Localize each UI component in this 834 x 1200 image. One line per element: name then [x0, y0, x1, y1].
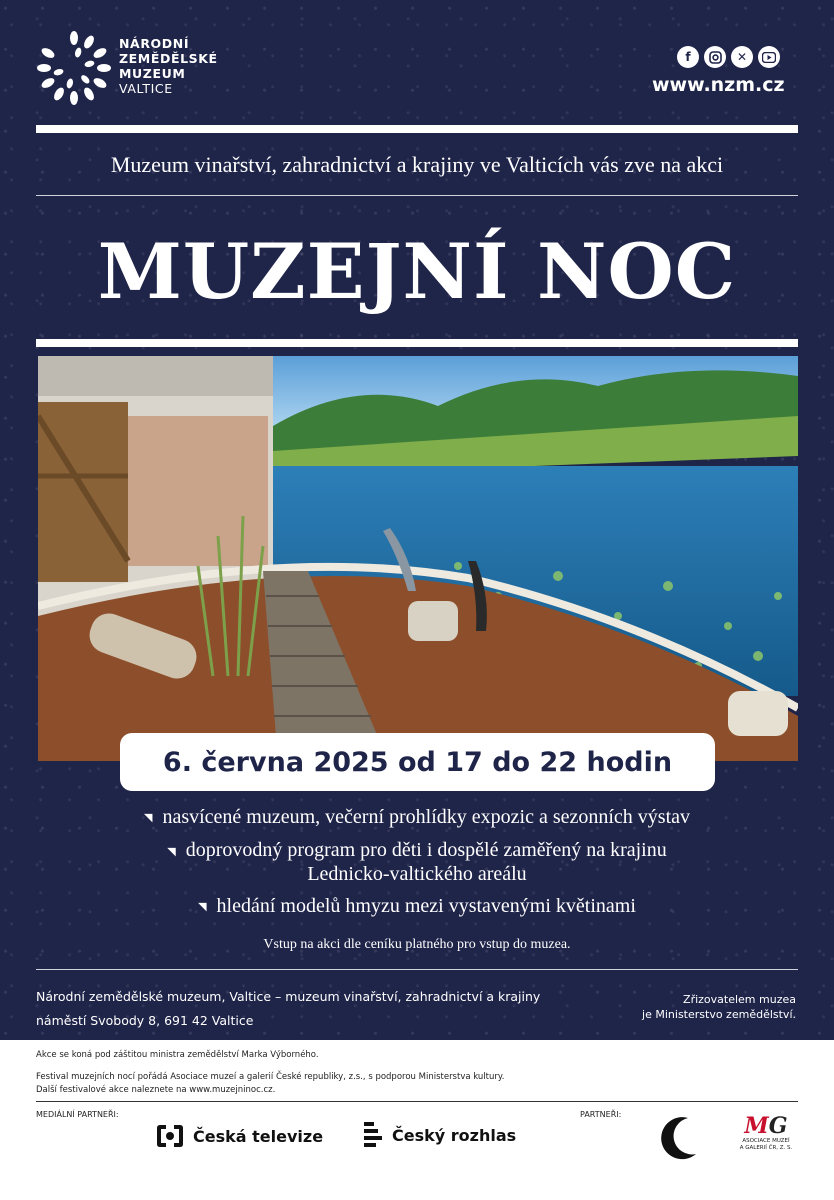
program-item-1-text: nasvícené muzeum, večerní prohlídky expozic a sezonních výstav: [162, 806, 691, 828]
logo-line-4: VALTICE: [119, 81, 173, 96]
divider-below-title: [36, 339, 798, 347]
program-list: [36, 806, 798, 928]
instagram-icon[interactable]: [704, 46, 726, 68]
founder-line-2: je Ministerstvo zemědělství.: [642, 1008, 796, 1021]
exhibition-photo: [38, 356, 798, 761]
amg-mark: MG: [744, 1113, 788, 1139]
entry-note: Vstup na akci dle ceníku platného pro vstup do muzea.: [263, 937, 571, 952]
logo-line-1: NÁRODNÍ: [119, 36, 190, 51]
media-partners-label: MEDIÁLNÍ PARTNEŘI:: [36, 1110, 119, 1119]
program-item-1: [36, 806, 798, 829]
founder-line-1: Zřizovatelem muzea: [683, 993, 796, 1006]
cesky-rozhlas-name: Český rozhlas: [392, 1125, 517, 1145]
divider-top: [36, 125, 798, 133]
founder-note: [642, 992, 796, 1022]
program-item-2-text-line2: Lednicko-valtického areálu: [307, 862, 527, 885]
cesky-rozhlas-logo: [362, 1120, 516, 1150]
ceska-televize-name: Česká televize: [193, 1126, 324, 1146]
website-link[interactable]: www.nzm.cz: [652, 74, 785, 96]
amg-line-2: A GALERIÍ ČR, Z. S.: [739, 1145, 793, 1151]
cesky-rozhlas-icon: [362, 1120, 384, 1150]
divider-footer: [36, 969, 798, 970]
museum-logo-text: [119, 36, 218, 96]
more-events-note: Další festivalové akce naleznete na www.muzejninoc.cz.: [36, 1085, 276, 1095]
program-item-2: [36, 839, 798, 884]
facebook-icon[interactable]: f: [677, 46, 699, 68]
event-title: MUZEJNÍ NOC: [97, 227, 737, 316]
festival-muzejnich-noci-logo-icon: [652, 1110, 710, 1168]
logo-line-2: ZEMĚDĚLSKÉ: [119, 51, 218, 66]
divider-partners: [36, 1101, 798, 1102]
ceska-televize-icon: [155, 1124, 185, 1148]
institution-name: Národní zemědělské muzeum, Valtice – muzeum vinařství, zahradnictví a krajiny: [36, 989, 541, 1004]
program-item-2-text: doprovodný program pro děti i dospělé zaměřený na krajinu: [185, 839, 667, 862]
institution-address: náměstí Svobody 8, 691 42 Valtice: [36, 1013, 254, 1028]
patronage-note: Akce se koná pod záštitou ministra zemědělství Marka Výborného.: [36, 1050, 319, 1060]
divider-thin: [36, 195, 798, 196]
program-item-3-text: hledání modelů hmyzu mezi vystavenými květinami: [216, 894, 636, 917]
social-icons: [677, 46, 780, 68]
bullet-leaf-icon: ◥: [167, 845, 176, 858]
x-icon[interactable]: ✕: [731, 46, 753, 68]
organizer-note: Festival muzejních nocí pořádá Asociace muzeí a galerií České republiky, z.s., s podporou Ministerstva kultury.: [36, 1072, 505, 1082]
bullet-leaf-icon: ◥: [198, 901, 207, 914]
logo-line-3: MUZEUM: [119, 66, 186, 81]
amg-logo: [738, 1114, 794, 1152]
invitation-text: Muzeum vinařství, zahradnictví a krajiny ve Valticích vás zve na akci: [110, 152, 724, 177]
museum-wreath-logo-icon: [36, 30, 112, 106]
bottom-section: [0, 1040, 834, 1200]
amg-line-1: ASOCIACE MUZEÍ: [742, 1138, 790, 1144]
ceska-televize-logo: [155, 1124, 323, 1148]
event-date-time: 6. června 2025 od 17 do 22 hodin: [120, 733, 715, 791]
program-item-3: [36, 895, 798, 918]
youtube-icon[interactable]: [758, 46, 780, 68]
bullet-leaf-icon: ◥: [143, 812, 153, 825]
partners-label: PARTNEŘI:: [580, 1110, 622, 1119]
